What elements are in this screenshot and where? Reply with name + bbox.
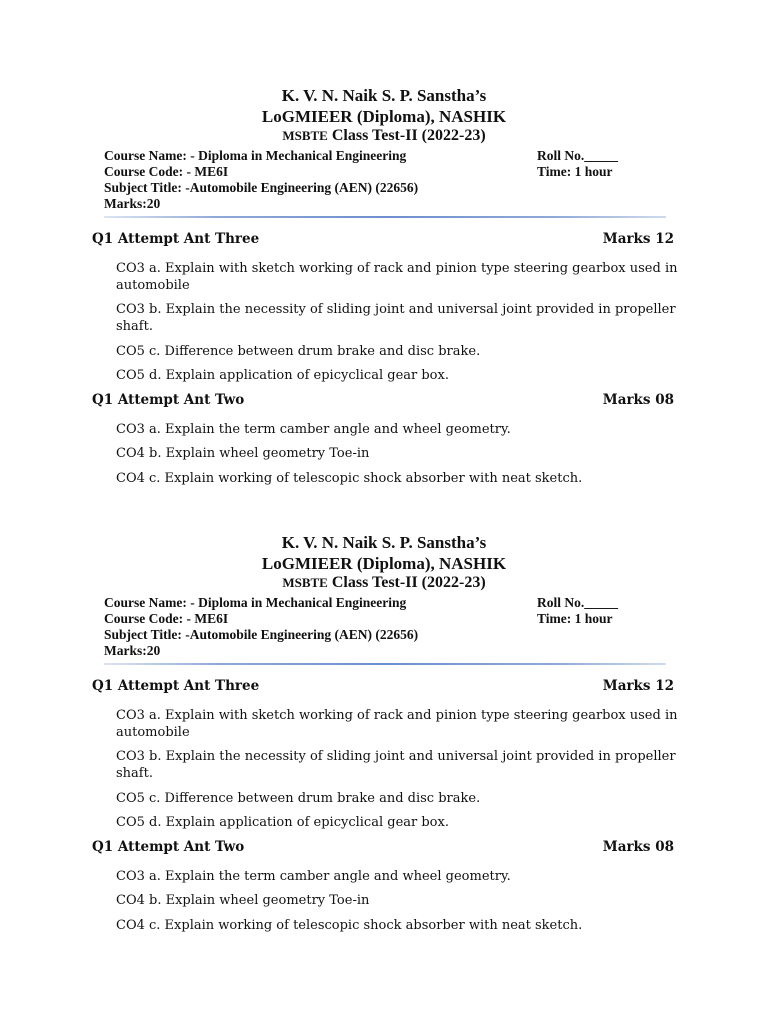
board-name: MSBTE (282, 575, 328, 590)
question-title: Q1 Attempt Ant Three (92, 678, 260, 694)
institute-name: K. V. N. Naik S. P. Sanstha’s (281, 86, 487, 105)
question-paper-1 (0, 86, 768, 533)
roll-number: Roll No._____ (537, 595, 618, 610)
question-item: CO4 b. Explain wheel geometry Toe-in (116, 446, 370, 461)
course-code: Course Code: - ME6I (104, 611, 229, 626)
question-marks: Marks 08 (602, 839, 674, 855)
time-allowed: Time: 1 hour (537, 611, 613, 626)
question-marks: Marks 08 (602, 392, 674, 408)
question-item: CO5 c. Difference between drum brake and disc brake. (116, 344, 481, 359)
college-name: LoGMIEER (Diploma), NASHIK (261, 107, 507, 126)
question-title: Q1 Attempt Ant Two (92, 392, 245, 408)
total-marks: Marks:20 (104, 643, 161, 658)
question-item: CO4 c. Explain working of telescopic shock absorber with neat sketch. (116, 918, 583, 933)
question-heading (92, 839, 674, 855)
question-title: Q1 Attempt Ant Two (92, 839, 245, 855)
question-item: CO5 d. Explain application of epicyclical gear box. (116, 368, 449, 383)
question-heading (92, 231, 674, 247)
total-marks: Marks:20 (104, 196, 161, 211)
question-paper-2 (0, 533, 768, 980)
course-name: Course Name: - Diploma in Mechanical Engineering (104, 148, 407, 163)
roll-number: Roll No._____ (537, 148, 618, 163)
question-heading (92, 678, 674, 694)
question-marks: Marks 12 (602, 231, 674, 247)
test-name: Class Test-II (2022-23) (331, 127, 486, 144)
question-item: CO4 c. Explain working of telescopic shock absorber with neat sketch. (116, 471, 583, 486)
question-item: CO3 a. Explain the term camber angle and wheel geometry. (116, 422, 511, 437)
test-title (0, 574, 768, 592)
question-item: CO4 b. Explain wheel geometry Toe-in (116, 893, 370, 908)
college-name: LoGMIEER (Diploma), NASHIK (261, 554, 507, 573)
question-item: CO3 b. Explain the necessity of sliding joint and universal joint provided in propeller shaft. (116, 749, 676, 781)
question-item: CO5 d. Explain application of epicyclical gear box. (116, 815, 449, 830)
test-title (0, 127, 768, 145)
question-marks: Marks 12 (602, 678, 674, 694)
question-item: CO3 a. Explain with sketch working of rack and pinion type steering gearbox used in automobile (116, 708, 678, 740)
question-item: CO3 a. Explain with sketch working of rack and pinion type steering gearbox used in automobile (116, 261, 678, 293)
question-title: Q1 Attempt Ant Three (92, 231, 260, 247)
question-item: CO3 a. Explain the term camber angle and wheel geometry. (116, 869, 511, 884)
institute-name: K. V. N. Naik S. P. Sanstha’s (281, 533, 487, 552)
header-divider (104, 216, 666, 218)
board-name: MSBTE (282, 128, 328, 143)
subject-title: Subject Title: -Automobile Engineering (AEN) (22656) (104, 180, 419, 195)
course-code: Course Code: - ME6I (104, 164, 229, 179)
test-name: Class Test-II (2022-23) (331, 574, 486, 591)
time-allowed: Time: 1 hour (537, 164, 613, 179)
subject-title: Subject Title: -Automobile Engineering (AEN) (22656) (104, 627, 419, 642)
header-divider (104, 663, 666, 665)
question-item: CO3 b. Explain the necessity of sliding joint and universal joint provided in propeller shaft. (116, 302, 676, 334)
course-name: Course Name: - Diploma in Mechanical Engineering (104, 595, 407, 610)
question-heading (92, 392, 674, 408)
question-item: CO5 c. Difference between drum brake and disc brake. (116, 791, 481, 806)
